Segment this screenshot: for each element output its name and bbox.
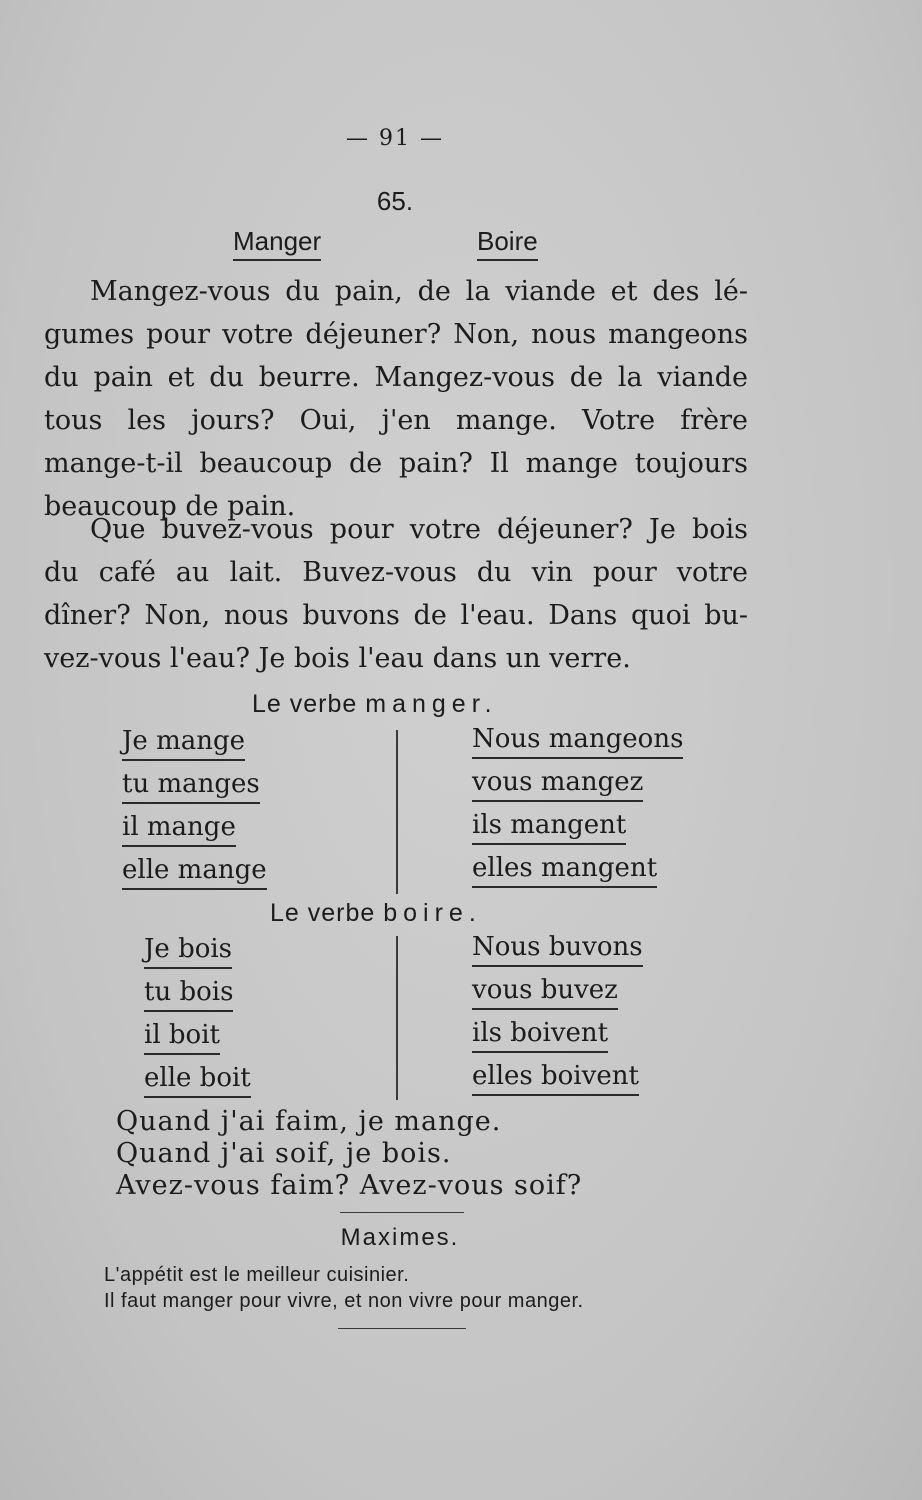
conjugation-singular: Je bois <box>144 934 232 969</box>
separator-rule <box>340 1212 464 1213</box>
lesson-number: 65. <box>376 186 414 216</box>
heading-prefix: Le verbe <box>252 690 358 718</box>
conjugation-plural: ils mangent <box>472 810 626 845</box>
conjugation-singular: il mange <box>122 812 236 847</box>
paragraph-line: du pain et du beurre. Mangez-vous de la viande <box>44 362 748 393</box>
paragraph-boire <box>44 508 748 680</box>
verb-manger-heading <box>252 690 498 719</box>
saying-line: Quand j'ai soif, je bois. <box>116 1138 452 1169</box>
column-divider <box>396 936 398 1100</box>
conjugation-plural: Nous buvons <box>472 932 643 967</box>
conjugation-singular: elle mange <box>122 855 267 890</box>
column-divider <box>396 730 398 894</box>
maxim-line: L'appétit est le meilleur cuisinier. <box>104 1264 410 1286</box>
maxims-title: Maximes. <box>340 1224 460 1251</box>
paragraph-line: Mangez-vous du pain, de la viande et des lé- <box>90 276 748 307</box>
paragraph-line: beaucoup de pain. <box>44 491 296 522</box>
maxim-line: Il faut manger pour vivre, et non vivre pour manger. <box>104 1290 584 1312</box>
conjugation-singular: tu bois <box>144 977 233 1012</box>
paragraph-line: gumes pour votre déjeuner? Non, nous mangeons <box>44 319 748 350</box>
conjugation-plural: ils boivent <box>472 1018 608 1053</box>
paragraph-manger <box>44 270 748 528</box>
paragraph-line: mange-t-il beaucoup de pain? Il mange toujours <box>44 448 748 479</box>
conjugation-singular: Je mange <box>122 726 245 761</box>
conjugation-singular: elle boit <box>144 1063 251 1098</box>
saying-line: Avez-vous faim? Avez-vous soif? <box>116 1170 583 1201</box>
conjugation-plural: Nous mangeons <box>472 724 683 759</box>
conjugation-plural: elles boivent <box>472 1061 639 1096</box>
paragraph-line: tous les jours? Oui, j'en mange. Votre frère <box>44 405 748 436</box>
page-number: — 91 — <box>346 126 444 151</box>
conjugation-plural: elles mangent <box>472 853 657 888</box>
paragraph-line: vez-vous l'eau? Je bois l'eau dans un verre. <box>44 643 631 674</box>
paragraph-line: du café au lait. Buvez-vous du vin pour votre <box>44 557 748 588</box>
conjugation-plural: vous mangez <box>472 767 643 802</box>
vocab-word-boire: Boire <box>477 226 538 261</box>
conjugation-singular: il boit <box>144 1020 220 1055</box>
vocab-word-manger: Manger <box>233 226 321 261</box>
heading-verb: manger. <box>365 690 498 718</box>
paragraph-line: Que buvez-vous pour votre déjeuner? Je bois <box>90 514 748 545</box>
conjugation-plural: vous buvez <box>472 975 618 1010</box>
heading-verb: boire. <box>383 899 482 927</box>
conjugation-singular: tu manges <box>122 769 260 804</box>
saying-line: Quand j'ai faim, je mange. <box>116 1106 502 1137</box>
verb-boire-heading <box>270 899 482 928</box>
paragraph-line: dîner? Non, nous buvons de l'eau. Dans quoi bu- <box>44 600 748 631</box>
separator-rule <box>338 1328 466 1329</box>
heading-prefix: Le verbe <box>270 899 376 927</box>
